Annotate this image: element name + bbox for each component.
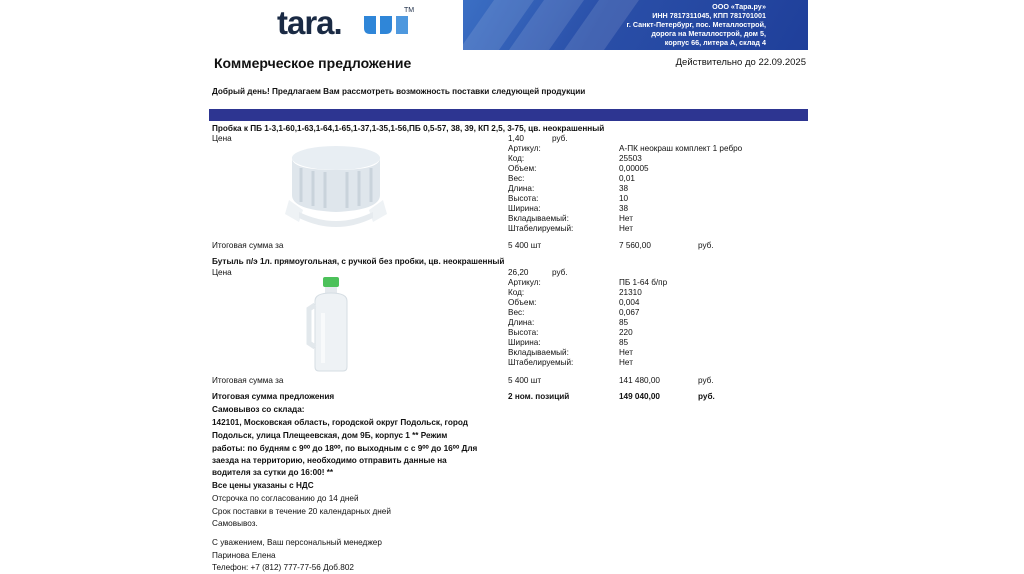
attr-label: Код: (508, 154, 525, 163)
total-currency: руб. (698, 376, 714, 385)
product-name: Бутыль п/э 1л. прямоугольная, с ручкой без пробки, цв. неокрашенный (212, 257, 505, 266)
logo-text: tara. (277, 4, 342, 41)
pickup-title: Самовывоз со склада: (212, 405, 305, 414)
company-logo (277, 4, 342, 42)
letterhead-banner (463, 0, 808, 50)
attr-value: Нет (619, 224, 633, 233)
pickup-address-line: водителя за сутки до 16:00! ** (212, 468, 334, 477)
greeting: Добрый день! Предлагаем Вам рассмотреть возможность поставки следующей продукции (212, 87, 586, 96)
company-line: г. Санкт-Петербург, пос. Металлострой, (626, 20, 766, 29)
attr-label: Объем: (508, 298, 537, 307)
document-page (209, 0, 808, 574)
attr-value: 0,00005 (619, 164, 649, 173)
price-value: 1,40 (508, 134, 524, 143)
summary-positions: 2 ном. позиций (508, 392, 570, 401)
company-line: корпус 66, литера А, склад 4 (664, 38, 766, 47)
price-value: 26,20 (508, 268, 529, 277)
bottle-product-image (301, 273, 361, 373)
attr-value: 38 (619, 184, 629, 193)
summary-total: 149 040,00 (619, 392, 660, 401)
price-currency: руб. (552, 134, 568, 143)
pickup-address-line: 142101, Московская область, городской округ Подольск, город (212, 418, 468, 427)
attr-value: 220 (619, 328, 633, 337)
trademark-label: TM (404, 7, 415, 14)
attr-value: Нет (619, 358, 633, 367)
attr-label: Объем: (508, 164, 537, 173)
term-line: Отсрочка по согласованию до 14 дней (212, 494, 359, 503)
manager-phone: Телефон: +7 (812) 777-77-56 Доб.802 (212, 563, 354, 572)
attr-label: Код: (508, 288, 525, 297)
attr-value: 85 (619, 338, 629, 347)
summary-currency: руб. (698, 392, 715, 401)
section-divider-bar (209, 109, 808, 121)
signature-line: С уважением, Ваш персональный менеджер (212, 538, 382, 547)
attr-label: Ширина: (508, 204, 541, 213)
document-title: Коммерческое предложение (214, 55, 412, 71)
attr-value: 25503 (619, 154, 642, 163)
attr-value: А-ПК неокраш комплект 1 ребро (619, 144, 743, 153)
attr-label: Высота: (508, 328, 539, 337)
total-value: 141 480,00 (619, 376, 660, 385)
attr-label: Вес: (508, 174, 525, 183)
company-line: дорога на Металлострой, дом 5, (651, 29, 766, 38)
company-line: ООО «Тара.ру» (712, 2, 766, 11)
attr-label: Артикул: (508, 278, 541, 287)
attr-label: Длина: (508, 318, 535, 327)
attr-value: 0,067 (619, 308, 640, 317)
cap-product-image (281, 140, 391, 236)
attr-label: Артикул: (508, 144, 541, 153)
attr-value: 21310 (619, 288, 642, 297)
term-line: Самовывоз. (212, 519, 258, 528)
attr-label: Вкладываемый: (508, 214, 569, 223)
attr-label: Штабелируемый: (508, 358, 574, 367)
total-qty: 5 400 шт (508, 376, 542, 385)
pickup-address-line: Подольск, улица Плещеевская, дом 9Б, корпус 1 ** Режим (212, 431, 448, 440)
price-currency: руб. (552, 268, 568, 277)
attr-value: 38 (619, 204, 629, 213)
attr-label: Вес: (508, 308, 525, 317)
attr-value: Нет (619, 348, 633, 357)
price-label: Цена (212, 134, 232, 143)
total-qty: 5 400 шт (508, 241, 542, 250)
attr-value: Нет (619, 214, 633, 223)
company-details (627, 2, 766, 47)
pickup-address-line: заезда на территорию, необходимо отправить данные на (212, 456, 447, 465)
total-value: 7 560,00 (619, 241, 651, 250)
attr-label: Высота: (508, 194, 539, 203)
attr-label: Вкладываемый: (508, 348, 569, 357)
attr-label: Длина: (508, 184, 535, 193)
attr-label: Штабелируемый: (508, 224, 574, 233)
valid-until: Действительно до 22.09.2025 (675, 57, 806, 68)
manager-name: Паринова Елена (212, 551, 276, 560)
attr-label: Ширина: (508, 338, 541, 347)
attr-value: 10 (619, 194, 629, 203)
vat-note: Все цены указаны с НДС (212, 481, 314, 490)
price-label: Цена (212, 268, 232, 277)
total-label: Итоговая сумма за (212, 376, 284, 385)
attr-value: 85 (619, 318, 629, 327)
term-line: Срок поставки в течение 20 календарных дней (212, 507, 391, 516)
product-name: Пробка к ПБ 1-3,1-60,1-63,1-64,1-65,1-37,1-35,1-56,ПБ 0,5-57, 38, 39, КП 2,5, 3-75, цв. неокрашенный (212, 124, 605, 133)
company-line: ИНН 7817311045, КПП 781701001 (652, 11, 766, 20)
total-currency: руб. (698, 241, 714, 250)
total-label: Итоговая сумма за (212, 241, 284, 250)
summary-label: Итоговая сумма предложения (212, 392, 335, 401)
attr-value: ПБ 1-64 б/пр (619, 278, 668, 287)
pickup-address-line: работы: по будням с 9⁰⁰ до 18⁰⁰, по выходным с с 9⁰⁰ до 16⁰⁰ Для (212, 444, 478, 453)
letterhead (209, 0, 808, 50)
attr-value: 0,004 (619, 298, 640, 307)
attr-value: 0,01 (619, 174, 635, 183)
logo-ru-mark (362, 14, 410, 36)
